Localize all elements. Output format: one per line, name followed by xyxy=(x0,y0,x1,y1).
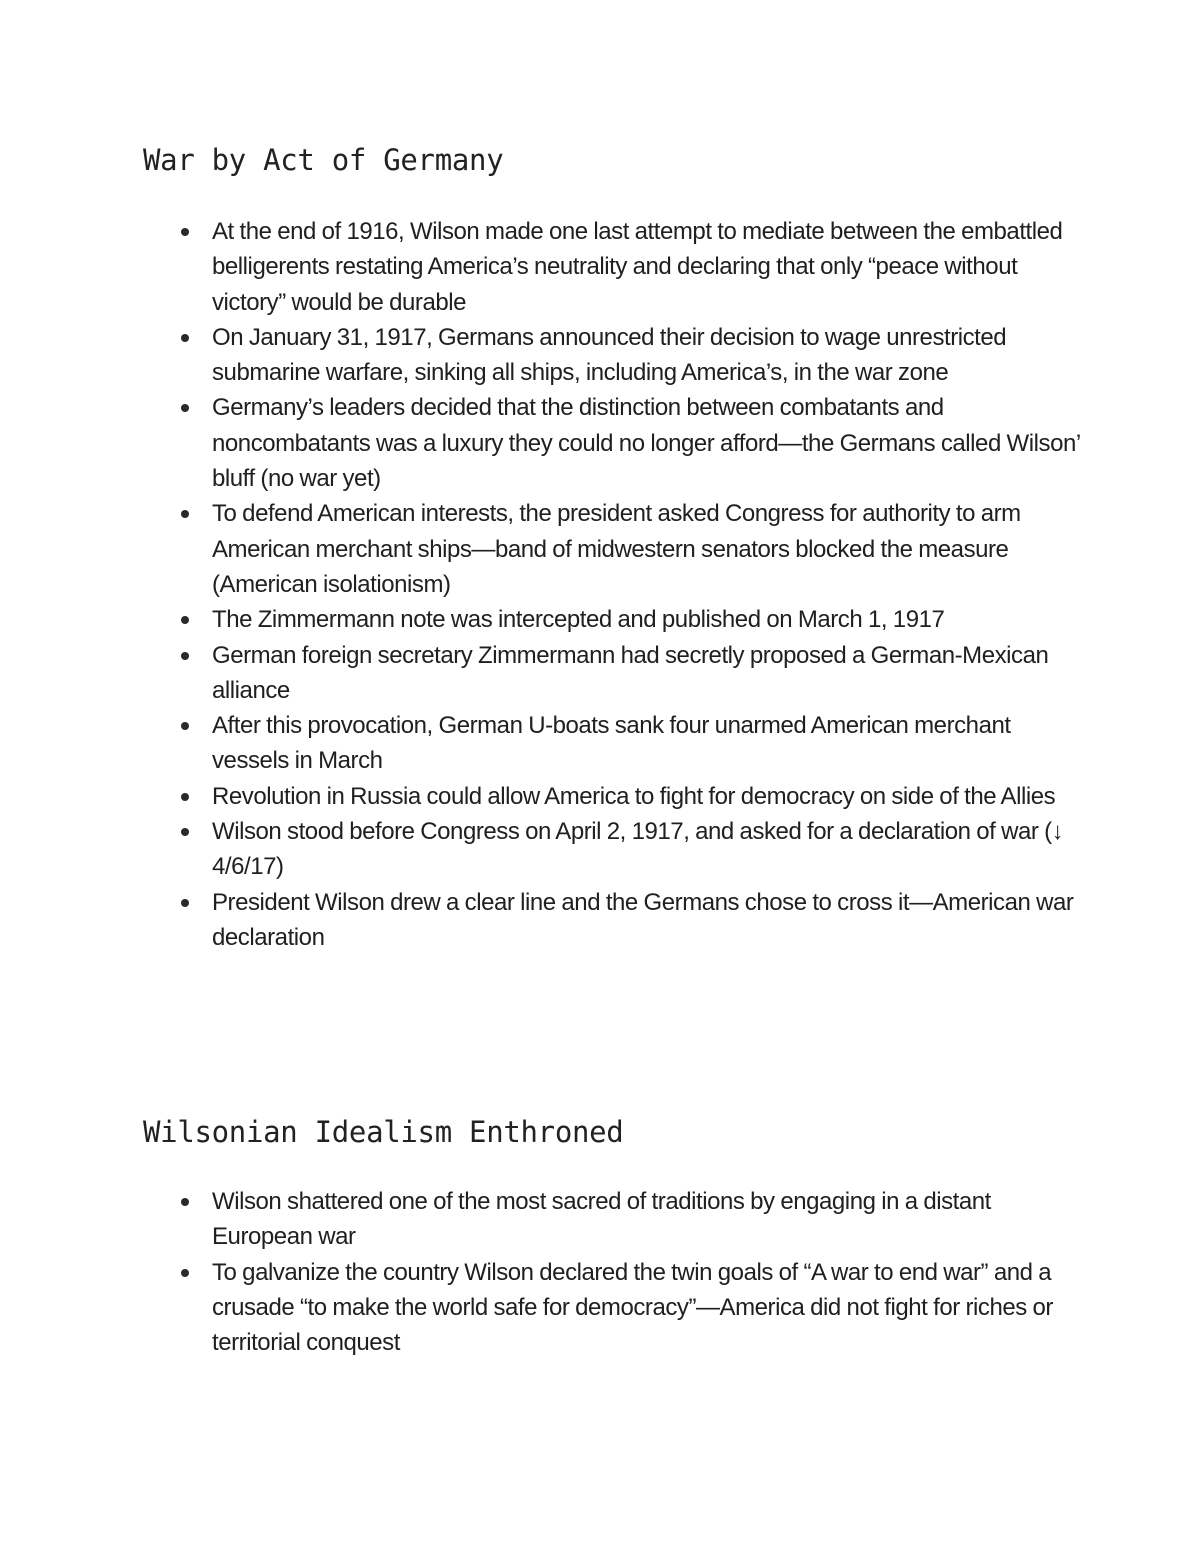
bullet-dot-icon xyxy=(181,793,189,801)
bullet-dot-icon xyxy=(181,616,189,624)
list-item-text: President Wilson drew a clear line and the Germans chose to cross it—American war declaration xyxy=(212,888,1074,951)
list-item xyxy=(143,1255,1083,1361)
list-item xyxy=(143,1184,1083,1255)
section-war-by-act-of-germany xyxy=(143,138,1083,955)
list-item-text: After this provocation, German U-boats sank four unarmed American merchant vessels in March xyxy=(212,712,1011,775)
section-heading: Wilsonian Idealism Enthroned xyxy=(143,1115,624,1149)
bullet-dot-icon xyxy=(181,404,189,412)
bullet-dot-icon xyxy=(181,510,189,518)
list-item xyxy=(143,390,1083,496)
bullet-list xyxy=(143,1184,1083,1360)
list-item-text: The Zimmermann note was intercepted and published on March 1, 1917 xyxy=(212,606,945,634)
list-item-text: Wilson stood before Congress on April 2, 1917, and asked for a declaration of war (↓ 4/6/17) xyxy=(212,818,1064,881)
list-item-text: Wilson shattered one of the most sacred of traditions by engaging in a distant European war xyxy=(212,1188,991,1251)
list-item xyxy=(143,214,1083,320)
bullet-dot-icon xyxy=(181,334,189,342)
list-item xyxy=(143,320,1083,391)
list-item-text: Revolution in Russia could allow America to fight for democracy on side of the Allies xyxy=(212,782,1056,810)
list-item-text: German foreign secretary Zimmermann had secretly proposed a German-Mexican alliance xyxy=(212,641,1049,704)
list-item-text: Germany’s leaders decided that the distinction between combatants and noncombatants was a luxury they could no longer afford—the Germans called Wilson’ bluff (no war yet) xyxy=(212,394,1080,493)
list-item xyxy=(143,638,1083,709)
bullet-list xyxy=(143,214,1083,955)
list-item-text: To defend American interests, the president asked Congress for authority to arm American merchant ships—band of midwestern senators blocked the measure (American isolationism) xyxy=(212,500,1021,598)
section-heading: War by Act of Germany xyxy=(143,143,504,177)
list-item xyxy=(143,779,1083,814)
bullet-dot-icon xyxy=(181,722,189,730)
list-item xyxy=(143,708,1083,779)
bullet-dot-icon xyxy=(181,1198,189,1206)
bullet-dot-icon xyxy=(181,899,189,907)
list-item-text: To galvanize the country Wilson declared the twin goals of “A war to end war” and a crusade “to make the world safe for democracy”—America did not fight for riches or territorial conquest xyxy=(212,1258,1053,1357)
list-item-text: At the end of 1916, Wilson made one last attempt to mediate between the embattled belligerents restating America’s neutrality and declaring that only “peace without victory” would be durable xyxy=(212,218,1063,316)
bullet-dot-icon xyxy=(181,828,189,836)
bullet-dot-icon xyxy=(181,1269,189,1277)
list-item xyxy=(143,496,1083,602)
list-item xyxy=(143,885,1083,956)
list-item xyxy=(143,602,1083,637)
list-item xyxy=(143,814,1083,885)
section-wilsonian-idealism-enthroned xyxy=(143,1110,1083,1360)
bullet-dot-icon xyxy=(181,228,189,236)
bullet-dot-icon xyxy=(181,652,189,660)
list-item-text: On January 31, 1917, Germans announced their decision to wage unrestricted submarine warfare, sinking all ships, including America’s, in the war zone xyxy=(212,323,1007,387)
